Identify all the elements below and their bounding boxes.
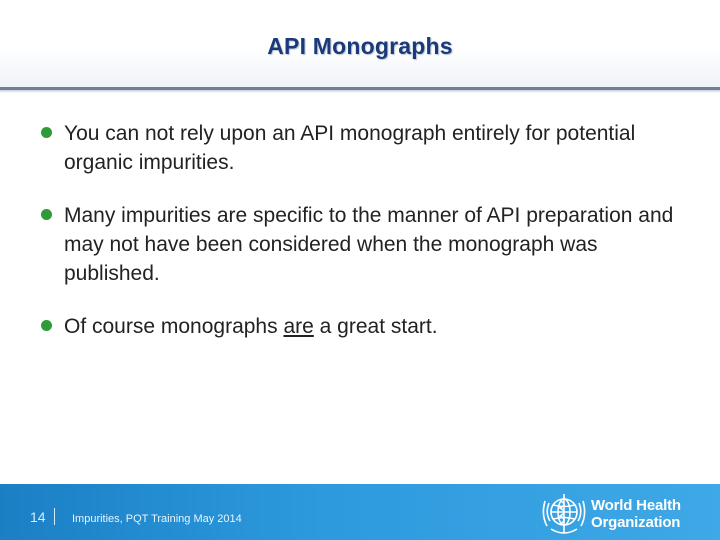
bullet-dot-icon — [41, 127, 52, 138]
bullet-dot-icon — [41, 209, 52, 220]
slide-title: API Monographs — [267, 33, 453, 59]
footer-caption: Impurities, PQT Training May 2014 — [72, 513, 242, 525]
bullet-emphasis: are — [283, 315, 314, 338]
who-emblem-icon — [541, 491, 587, 537]
bullet-text-end: a great start. — [313, 315, 438, 338]
bullet-text: Many impurities are specific to the manner of API preparation and may not have been considered when the monograph was published. — [64, 204, 674, 285]
organization-name-line2: Organization — [591, 514, 681, 531]
title-divider-shadow — [0, 90, 720, 93]
bullet-item — [40, 201, 680, 288]
bullet-item — [40, 119, 680, 177]
bullet-list — [40, 119, 680, 365]
footer-separator — [54, 508, 55, 525]
page-number: 14 — [30, 509, 46, 525]
slide-header — [0, 0, 720, 88]
bullet-item — [40, 312, 680, 341]
organization-name-line1: World Health — [591, 497, 681, 514]
slide-footer — [0, 484, 720, 540]
bullet-text: You can not rely upon an API monograph entirely for potential organic impurities. — [64, 122, 636, 174]
organization-name — [591, 497, 681, 531]
bullet-text-start: Of course monographs — [64, 315, 284, 338]
bullet-dot-icon — [41, 320, 52, 331]
